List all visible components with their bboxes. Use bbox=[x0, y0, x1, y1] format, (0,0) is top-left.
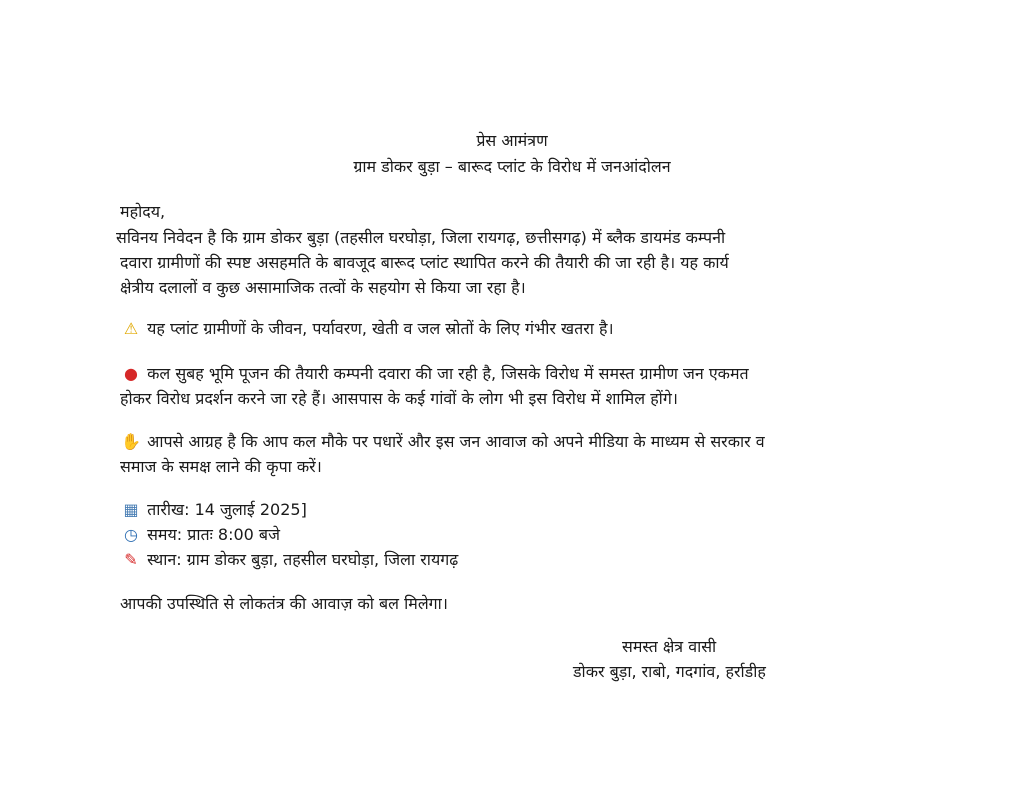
warning-line bbox=[120, 318, 614, 340]
detail-date-text: तारीख: 14 जुलाई 2025] bbox=[147, 500, 307, 519]
paragraph-1-line-3: क्षेत्रीय दलालों व कुछ असामाजिक तत्वों के सहयोग से किया जा रहा है। bbox=[120, 278, 526, 297]
paragraph-3-text-1: आपसे आग्रह है कि आप कल मौके पर पधारें और इस जन आवाज को अपने मीडिया के माध्यम से सरकार व bbox=[147, 432, 765, 451]
detail-date bbox=[120, 499, 307, 521]
warning-text: यह प्लांट ग्रामीणों के जीवन, पर्यावरण, खेती व जल स्रोतों के लिए गंभीर खतरा है। bbox=[147, 319, 614, 338]
paragraph-1-line-1: सविनय निवेदन है कि ग्राम डोकर बुड़ा (तहसील घरघोड़ा, जिला रायगढ़, छत्तीसगढ़) में ब्लैक डायमंड कम्पनी bbox=[116, 228, 726, 247]
folded-hands-icon: ✋ bbox=[121, 432, 141, 451]
salutation: महोदय, bbox=[120, 202, 166, 221]
clock-icon: ◷ bbox=[124, 525, 138, 544]
detail-place-text: स्थान: ग्राम डोकर बुड़ा, तहसील घरघोड़ा, जिला रायगढ़ bbox=[147, 550, 459, 569]
round-pushpin-icon: ● bbox=[124, 364, 138, 383]
paragraph-1-line-2: दवारा ग्रामीणों की स्पष्ट असहमति के बावजूद बारूद प्लांट स्थापित करने की तैयारी की जा रही है। यह कार्य bbox=[120, 253, 729, 272]
paragraph-2-line-2: होकर विरोध प्रदर्शन करने जा रहे हैं। आसपास के कई गांवों के लोग भी इस विरोध में शामिल होंगे। bbox=[120, 389, 678, 408]
pushpin-icon: ✎ bbox=[124, 550, 138, 569]
detail-time-text: समय: प्रातः 8:00 बजे bbox=[147, 525, 280, 544]
paragraph-3-line-2: समाज के समक्ष लाने की कृपा करें। bbox=[120, 457, 322, 476]
calendar-icon: ▦ bbox=[123, 500, 139, 519]
detail-place bbox=[120, 549, 458, 571]
warning-icon: ⚠ bbox=[123, 319, 139, 338]
paragraph-2-text-1: कल सुबह भूमि पूजन की तैयारी कम्पनी दवारा की जा रही है, जिसके विरोध में समस्त ग्रामीण जन एकमत bbox=[147, 364, 749, 383]
paragraph-3-line-1 bbox=[120, 431, 765, 453]
document-subtitle: ग्राम डोकर बुड़ा – बारूद प्लांट के विरोध में जनआंदोलन bbox=[353, 157, 671, 176]
document-title: प्रेस आमंत्रण bbox=[476, 131, 548, 150]
detail-time bbox=[120, 524, 280, 546]
signature-line-2: डोकर बुड़ा, राबो, गदगांव, हर्राडीह bbox=[573, 662, 766, 681]
paragraph-2-line-1 bbox=[120, 363, 749, 385]
signature-line-1: समस्त क्षेत्र वासी bbox=[622, 637, 717, 656]
closing-line: आपकी उपस्थिति से लोकतंत्र की आवाज़ को बल मिलेगा। bbox=[120, 594, 448, 613]
